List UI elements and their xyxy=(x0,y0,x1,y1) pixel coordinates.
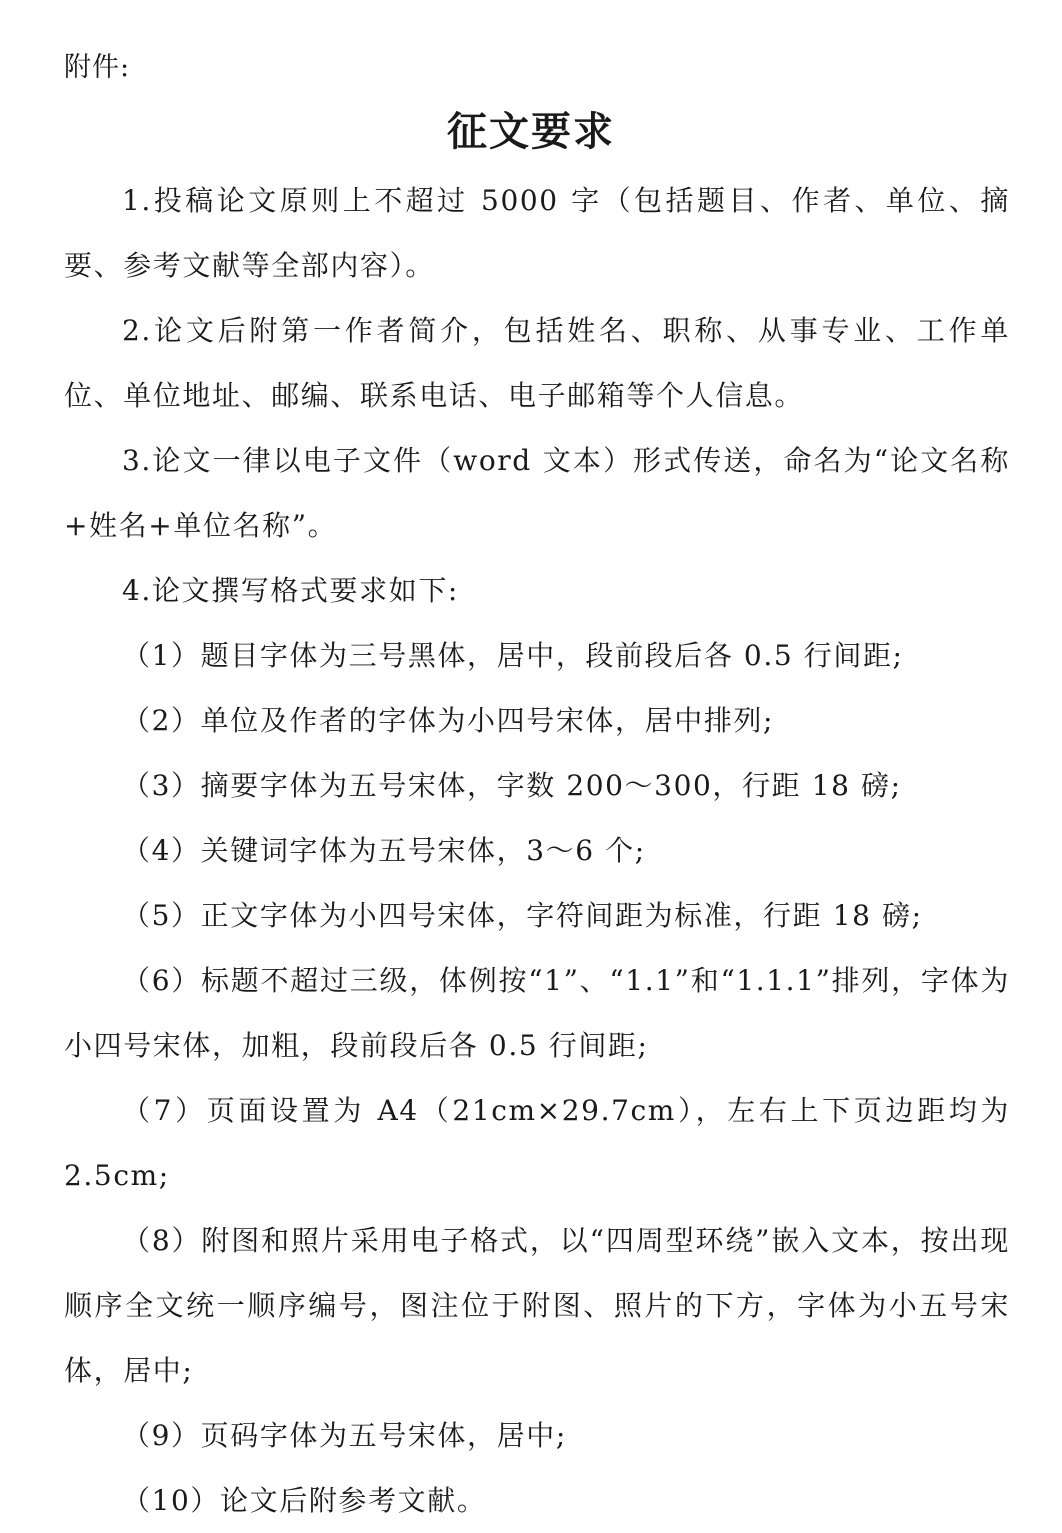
format-item-4: （4）关键词字体为五号宋体，3～6 个; xyxy=(122,834,646,867)
format-item-5: （5）正文字体为小四号宋体，字符间距为标准，行距 18 磅; xyxy=(122,899,923,932)
requirement-paragraph-3: 3.论文一律以电子文件（word 文本）形式传送，命名为“论文名称+姓名+单位名称”。 xyxy=(64,444,1010,542)
format-item-10: （10）论文后附参考文献。 xyxy=(122,1484,487,1517)
format-item-6: （6）标题不超过三级，体例按“1”、“1.1”和“1.1.1”排列，字体为小四号宋体，加粗，段前段后各 0.5 行间距; xyxy=(64,964,1010,1062)
format-item-9: （9）页码字体为五号宋体，居中; xyxy=(122,1419,567,1452)
format-item-1: （1）题目字体为三号黑体，居中，段前段后各 0.5 行间距; xyxy=(122,639,904,672)
requirement-paragraph-4: 4.论文撰写格式要求如下: xyxy=(122,574,459,607)
format-item-8: （8）附图和照片采用电子格式，以“四周型环绕”嵌入文本，按出现顺序全文统一顺序编号，图注位于附图、照片的下方，字体为小五号宋体，居中; xyxy=(64,1224,1010,1387)
format-item-2: （2）单位及作者的字体为小四号宋体，居中排列; xyxy=(122,704,775,737)
attachment-label: 附件: xyxy=(64,52,131,83)
requirements-body xyxy=(64,168,1010,1533)
format-item-3: （3）摘要字体为五号宋体，字数 200～300，行距 18 磅; xyxy=(122,769,902,802)
document-title: 征文要求 xyxy=(447,108,615,155)
requirement-paragraph-1: 1.投稿论文原则上不超过 5000 字（包括题目、作者、单位、摘要、参考文献等全部内容）。 xyxy=(64,184,1010,282)
requirement-paragraph-2: 2.论文后附第一作者简介，包括姓名、职称、从事专业、工作单位、单位地址、邮编、联系电话、电子邮箱等个人信息。 xyxy=(64,314,1010,412)
format-item-7: （7）页面设置为 A4（21cm×29.7cm），左右上下页边距均为 2.5cm; xyxy=(64,1094,1010,1192)
